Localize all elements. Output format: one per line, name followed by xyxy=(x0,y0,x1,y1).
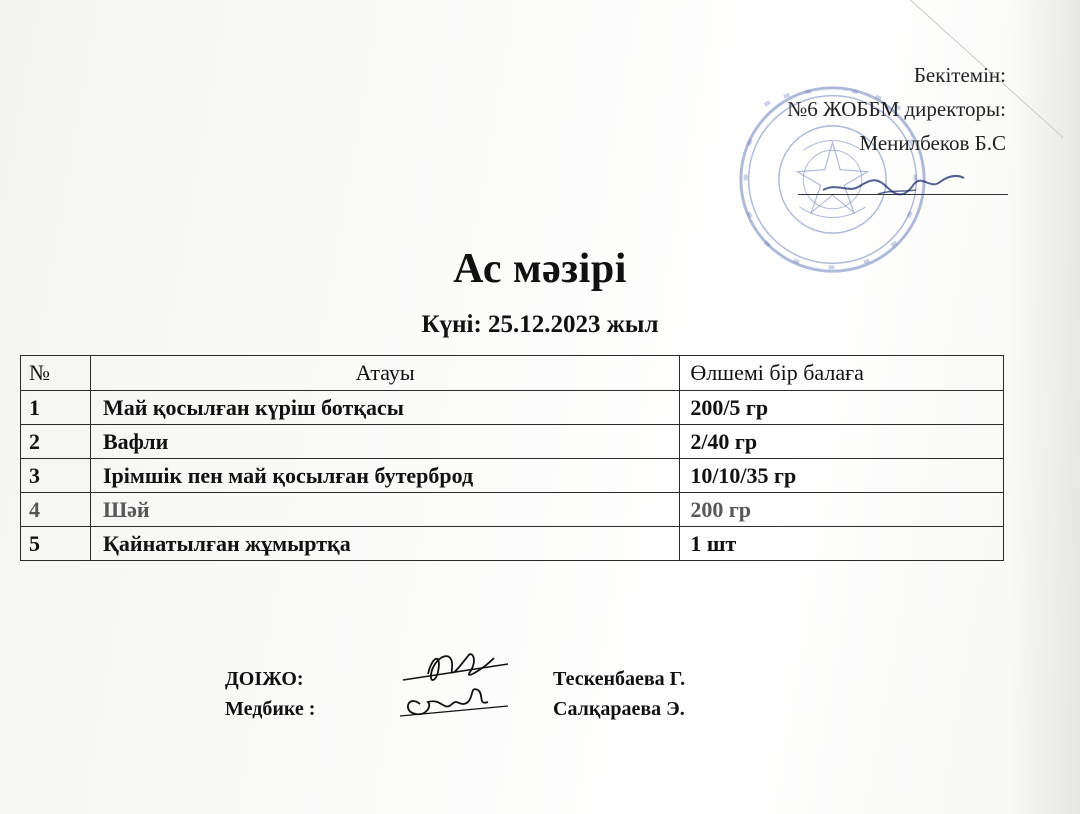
header-number: № xyxy=(21,356,91,391)
menu-date: Күні: 25.12.2023 жыл xyxy=(421,311,659,338)
row-dish-name: Ірімшік пен май қосылған бутерброд xyxy=(90,459,679,493)
row-quantity: 200/5 гр xyxy=(680,391,1004,425)
table-row xyxy=(21,391,1004,425)
menu-table xyxy=(20,355,1004,561)
table-header-row xyxy=(21,356,1004,391)
signature-role: ДОІЖО: xyxy=(225,668,304,690)
signature-role: Медбике : xyxy=(225,698,316,720)
row-number: 1 xyxy=(21,391,91,425)
row-quantity: 2/40 гр xyxy=(680,425,1004,459)
approval-position: №6 ЖОББМ директоры: xyxy=(787,97,1006,121)
approval-director-name: Менилбеков Б.С xyxy=(859,131,1006,155)
signature-person: Салқараева Э. xyxy=(553,698,685,720)
row-number: 4 xyxy=(21,493,91,527)
row-number: 5 xyxy=(21,527,91,561)
row-dish-name: Вафли xyxy=(90,425,679,459)
row-dish-name: Шәй xyxy=(90,493,679,527)
director-signature-icon xyxy=(818,160,968,210)
row-quantity: 200 гр xyxy=(680,493,1004,527)
row-quantity: 10/10/35 гр xyxy=(680,459,1004,493)
approval-block xyxy=(787,58,1006,160)
table-row xyxy=(21,425,1004,459)
table-row xyxy=(21,527,1004,561)
header-name: Атауы xyxy=(90,356,679,391)
row-dish-name: Май қосылған күріш ботқасы xyxy=(90,391,679,425)
header-quantity: Өлшемі бір балаға xyxy=(680,356,1004,391)
row-number: 3 xyxy=(21,459,91,493)
handwritten-signature-icon xyxy=(398,646,518,726)
row-dish-name: Қайнатылған жұмыртқа xyxy=(90,527,679,561)
approval-heading: Бекітемін: xyxy=(913,63,1006,87)
signature-person: Тескенбаева Г. xyxy=(553,668,686,690)
row-number: 2 xyxy=(21,425,91,459)
table-row xyxy=(21,493,1004,527)
page-title: Ас мәзірі xyxy=(453,246,627,292)
row-quantity: 1 шт xyxy=(680,527,1004,561)
table-row xyxy=(21,459,1004,493)
